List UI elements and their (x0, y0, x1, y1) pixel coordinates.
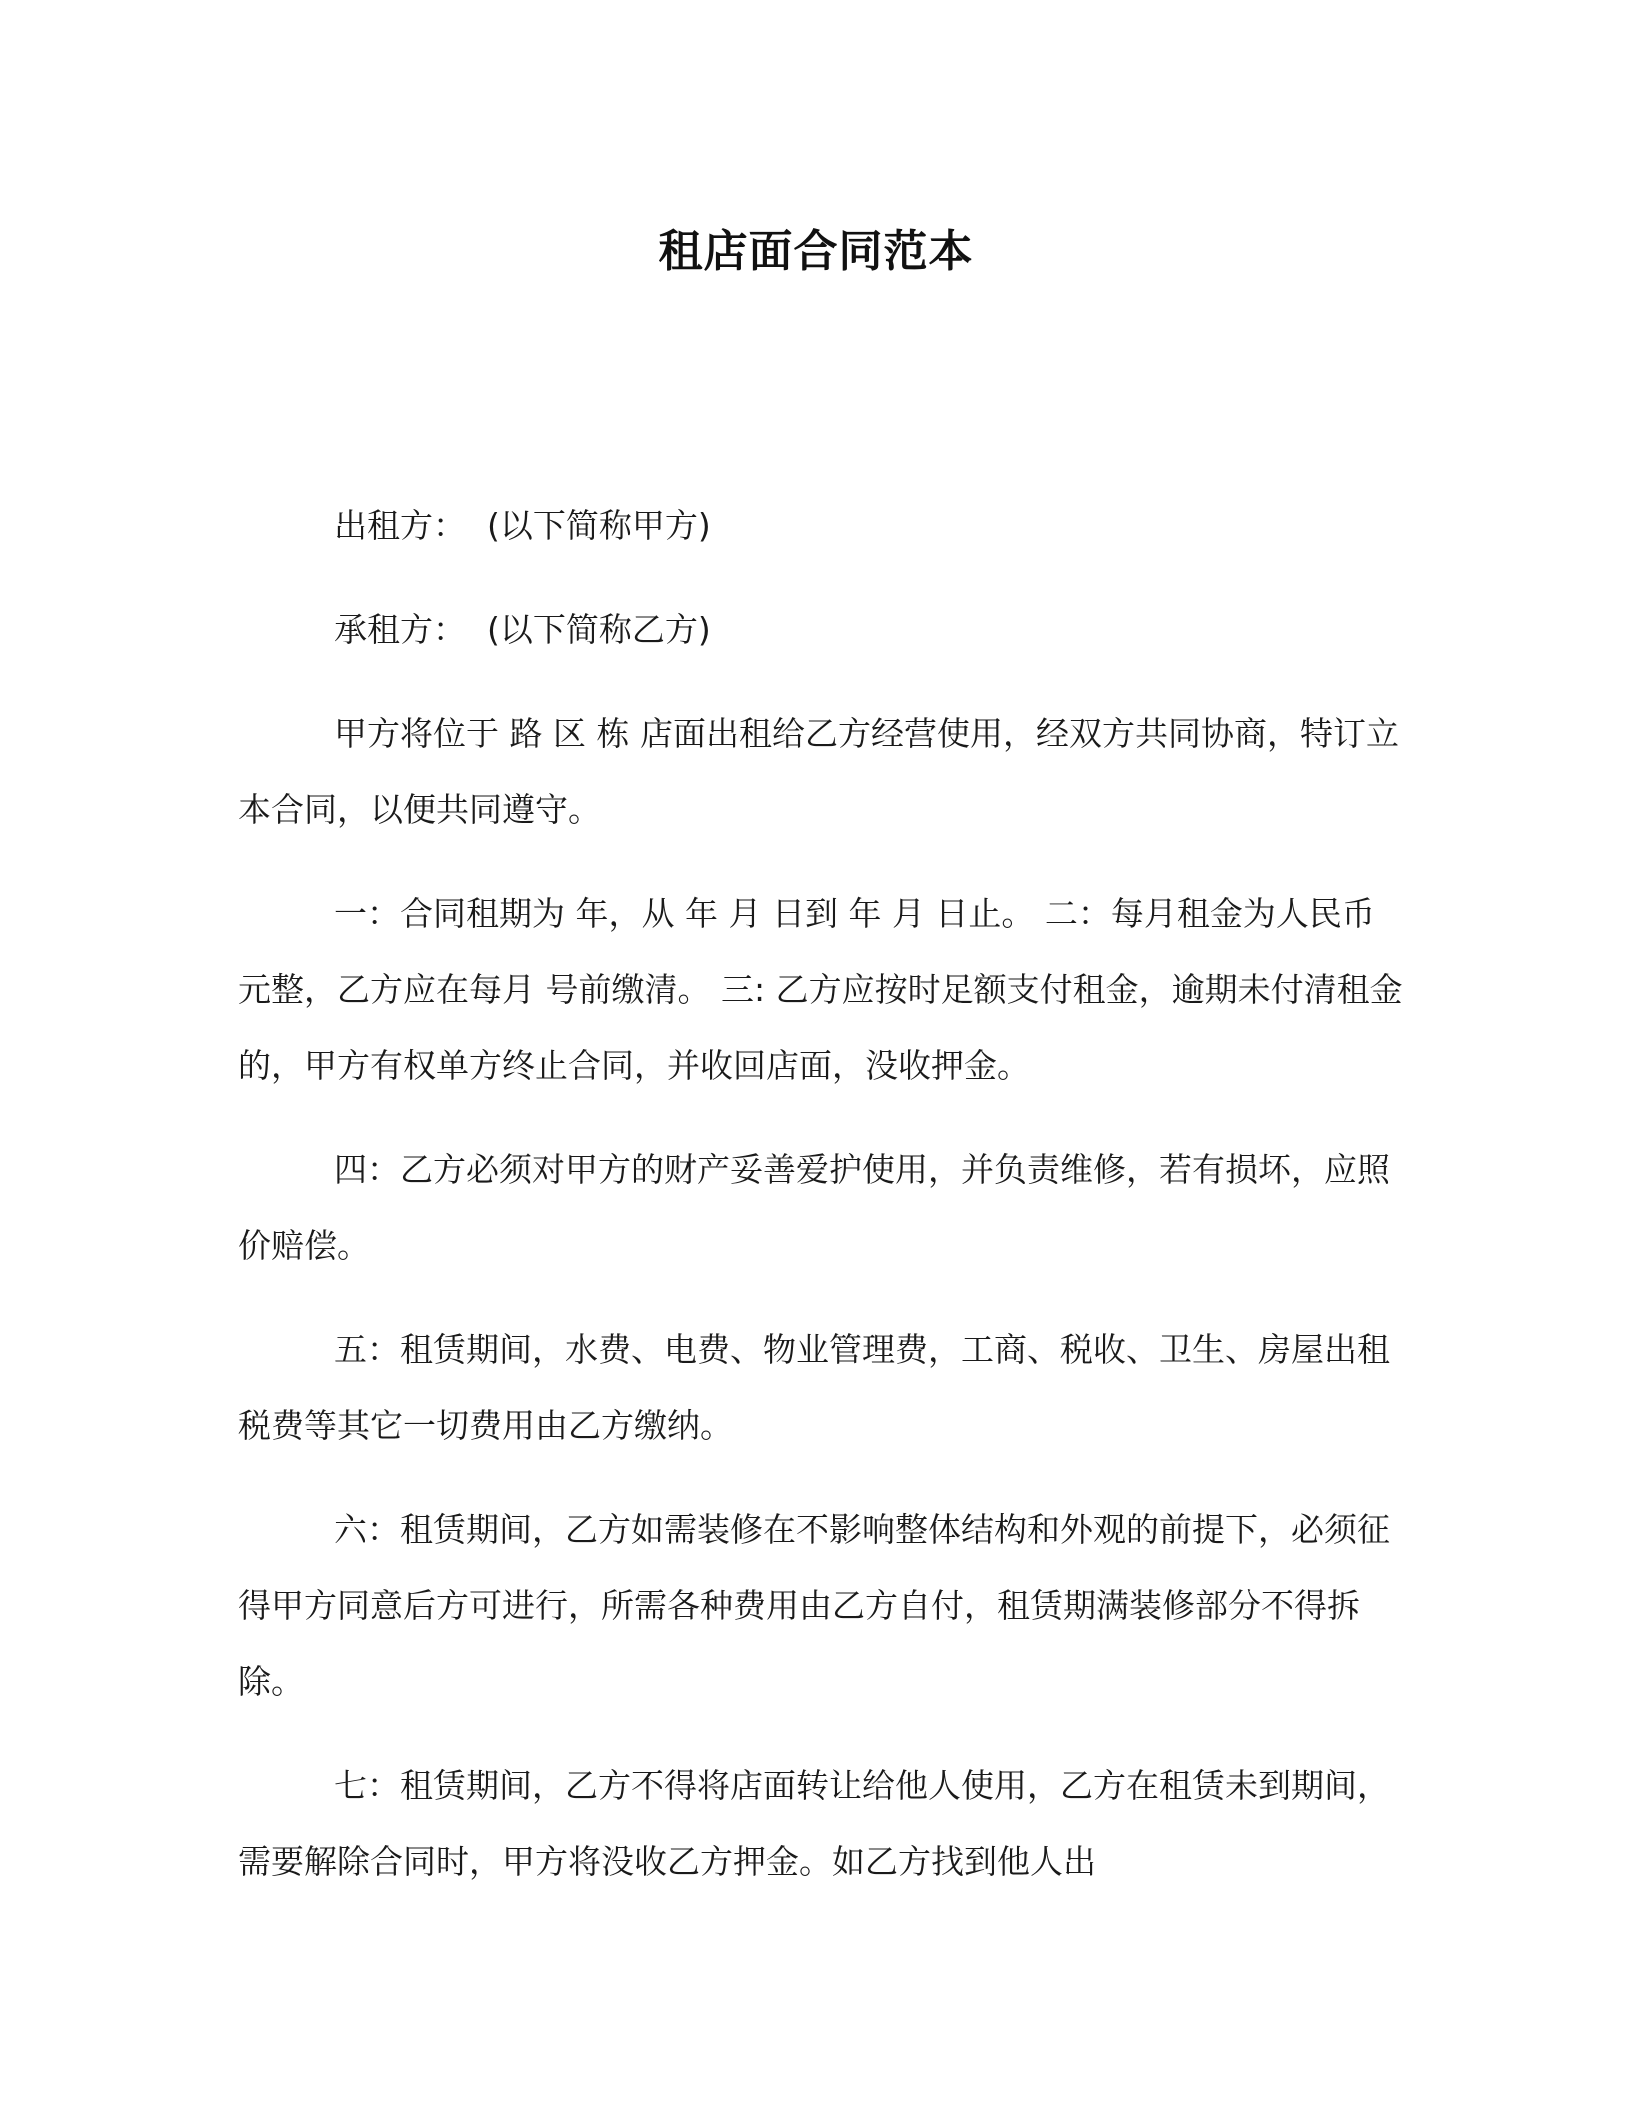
document-title: 租店面合同范本 (658, 226, 974, 277)
contract-body (238, 488, 1408, 1928)
clause-7: 七：租赁期间，乙方不得将店面转让给他人使用，乙方在租赁未到期间，需要解除合同时，甲方将没收乙方押金。如乙方找到他人出 (238, 1766, 1390, 1881)
clause-6: 六：租赁期间，乙方如需装修在不影响整体结构和外观的前提下，必须征得甲方同意后方可进行，所需各种费用由乙方自付，租赁期满装修部分不得拆除。 (238, 1510, 1390, 1701)
lessee-line: 承租方： (以下简称乙方) (334, 610, 711, 649)
lessor-line: 出租方： (以下简称甲方) (334, 506, 711, 545)
clause-5: 五：租赁期间，水费、电费、物业管理费，工商、税收、卫生、房屋出租税费等其它一切费用由乙方缴纳。 (238, 1330, 1390, 1445)
clause-4: 四：乙方必须对甲方的财产妥善爱护使用，并负责维修，若有损坏，应照价赔偿。 (238, 1150, 1390, 1265)
clause-1-3: 一：合同租期为 年，从 年 月 日到 年 月 日止。 二：每月租金为人民币 元整，乙方应在每月 号前缴清。 三: 乙方应按时足额支付租金，逾期未付清租金的，甲方有权单方终止合同，并收回店面，没收押金。 (238, 894, 1403, 1085)
intro-paragraph: 甲方将位于 路 区 栋 店面出租给乙方经营使用，经双方共同协商，特订立本合同，以便共同遵守。 (238, 714, 1399, 829)
